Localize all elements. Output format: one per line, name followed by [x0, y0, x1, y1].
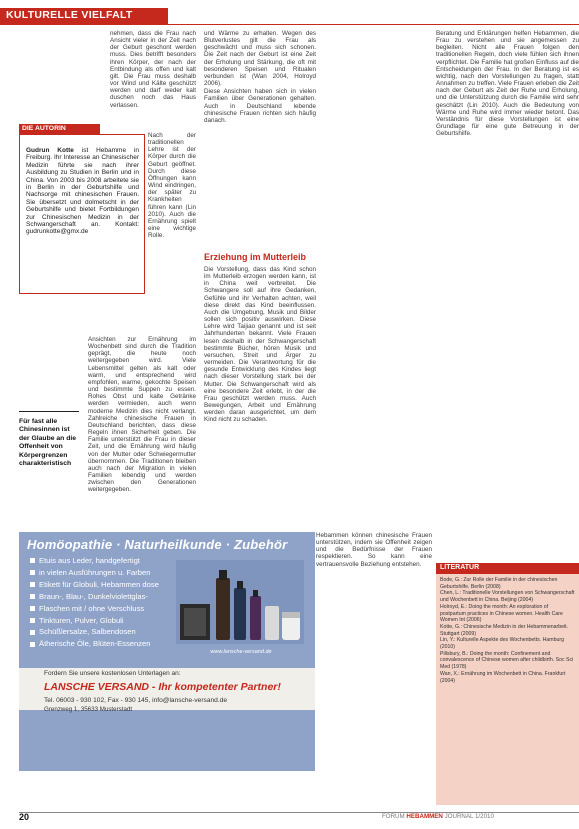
- ad-product-list: [30, 555, 170, 650]
- ad-product-image: [176, 560, 304, 644]
- author-box: [19, 134, 145, 294]
- column1-mid-text: Nach der traditionellen Lehre ist der Körper durch die Geburt geöffnet. Durch diese Öffnungen kann Wind eindringen, der später zu Krankheiten führen kann (Lin 2010). Auch die Ernährung spielt eine wichtige Rolle.: [148, 132, 196, 240]
- literature-entry: Lin, Y.: Kulturelle Aspekte des Wochenbetts. Hamburg (2010): [440, 637, 564, 651]
- ad-list-item: Braun-, Blau-, Dunkelviolettglas-: [30, 591, 170, 603]
- column3-text: Beratung und Erklärungen helfen Hebammen, die Frau zu verstehen und sie angemessen zu begleiten. Nicht alle Frauen folgen den traditionellen Regeln, doch viele fühlen sich ihnen verpflichtet. Die Familie hat großen Einfluss auf die Entscheidungen der Frau. In der Beratung ist es wichtig, nach den Vorstellungen zu fragen, statt Annahmen zu treffen. Viele Frauen erleben die Zeit nach der Geburt als Zeit der Ruhe und Erholung, und die Unterstützung durch die Familie wird sehr geschätzt (Lin 2010). Auch die Bedeutung von Wärme und Ruhe wird immer wieder betont. Das Verständnis für diese Vorstellungen ist eine Grundlage für eine gute Betreuung in der Geburtshilfe.: [436, 30, 579, 138]
- bullet-icon: [30, 630, 35, 635]
- ad-title: Homöopathie · Naturheilkunde · Zubehör: [27, 537, 288, 552]
- column1-bottom-text: Ansichten zur Ernährung im Wochenbett sind durch die Tradition geprägt, die heute noch weitergegeben wird. Viele Lebensmittel gelten als kalt oder warm, und entsprechend wird empfohlen, warme, gekochte Speisen und bestimmte Suppen zu essen. Rohes Obst und kalte Getränke werden vermieden, auch wenn moderne Medizin dies nicht verlangt. Zahlreiche chinesische Frauen in Deutschland berichten, dass diese Regeln ihnen Sicherheit geben. Die Familie unterstützt die Frau in dieser Zeit, und die Ernährung wird häufig von der Mutter oder Schwiegermutter übernommen. Die Traditionen bleiben auch nach der Migration in vielen Familien lebendig und werden zwischen den Generationen weitergegeben.: [88, 336, 196, 494]
- jar-icon: [265, 606, 279, 640]
- magazine-footer: FORUM HEBAMMEN JOURNAL 1/2010: [382, 813, 494, 820]
- ad-list-item: Schüßlersalze, Salbendosen: [30, 626, 170, 638]
- literature-entry: Wan, X.: Ernährung im Wochenbett in China. Frankfurt (2004): [440, 670, 566, 684]
- header-rule: [168, 24, 579, 25]
- author-name: Gudrun Kotte: [26, 147, 74, 154]
- literature-entry: Kotte, G.: Chinesische Medizin in der Hebammenarbeit. Stuttgart (2009): [440, 623, 569, 637]
- bullet-icon: [30, 594, 35, 599]
- literature-entry: Bode, G.: Zur Rolle der Familie in der chinesischen Geburtshilfe. Berlin (2008): [440, 577, 558, 590]
- bullet-icon: [30, 582, 35, 587]
- bullet-icon: [30, 570, 35, 575]
- bullet-icon: [30, 642, 35, 647]
- bullet-icon: [30, 618, 35, 623]
- quote-rule: [19, 411, 79, 412]
- ad-request-text: Fordern Sie unsere kostenlosen Unterlagen an:: [44, 670, 181, 677]
- ad-bottom-band: [19, 713, 315, 771]
- pull-quote: Für fast alle Chinesinnen ist der Glaube an die Offenheit von Körpergrenzen charakteristisch: [19, 418, 77, 468]
- literature-entry: Pillsbury, B.: Doing the month: Confinement and convalescence of Chinese women after childbirth. Soc Sci Med (1978): [440, 650, 574, 671]
- ad-list-item: Etuis aus Leder, handgefertigt: [30, 555, 170, 567]
- column2-top-text: und Wärme zu erhalten. Wegen des Blutverlustes gilt die Frau als geschwächt und muss sich schonen. Die Zeit nach der Geburt ist eine Zeit der Erholung und Stärkung, die oft mit besonderen Speisen und Ritualen verbunden ist (Wan 2004, Holroyd 2006). Diese Ansichten haben sich in vielen Familien über Generationen gehalten. Auch in Deutschland lebende chinesische Frauen richten sich häufig danach.: [204, 30, 316, 124]
- ad-list-item: Flaschen mit / ohne Verschluss: [30, 603, 170, 615]
- literature-label: LITERATUR: [440, 564, 480, 571]
- ad-address: Grenzweg 1, 35633 Musterstadt: [44, 706, 133, 713]
- footer-rule: [19, 812, 579, 813]
- ad-list-item: Etikett für Globuli, Hebammen dose: [30, 579, 170, 591]
- ad-website[interactable]: www.lansche-versand.de: [210, 649, 272, 655]
- column2-lower-text: Hebammen können chinesische Frauen unterstützen, indem sie Offenheit zeigen und die Bedürfnisse der Frauen respektieren. So kann eine vertrauensvolle Beziehung entstehen.: [316, 532, 432, 568]
- author-bio: ist Hebamme in Freiburg. Ihr Interesse an Chinesischer Medizin führte sie nach ihrer Ausbildung zu Studien in Berlin und in China. Von 2003 bis 2008 arbeitete sie in Berlin in der Geburtshilfe und Nachsorge mit chinesischen Frauen. Sie übersetzt und dolmetscht in der Geburtshilfe und bietet Fortbildungen zur Chinesischen Medizin in der Schwangerschaft an. Kontakt: gudrunkotte@gmx.de: [26, 147, 139, 236]
- page-number: 20: [19, 812, 30, 822]
- ad-list-item: in vielen Ausführungen u. Farben: [30, 567, 170, 579]
- ad-slogan: - Ihr kompetenter Partner!: [149, 681, 281, 693]
- magazine-name: HEBAMMEN: [406, 813, 443, 820]
- ad-contact-line: Tel. 06003 - 930 102, Fax - 930 145, info@lansche-versand.de: [44, 697, 228, 704]
- column2-bottom-text: Die Vorstellung, dass das Kind schon im Mutterleib erzogen werden kann, ist in China weit verbreitet. Die Schwangere soll auf ihre Gedanken, Gefühle und ihr Verhalten achten, weil diese direkt das Kind beeinflussen. Auch die Umgebung, Musik und Bilder sollen sich positiv auswirken. Diese Lehre wird Taijiao genannt und ist seit Jahrhunderten bekannt. Viele Frauen lesen deshalb in der Schwangerschaft bestimmte Bücher, hören Musik und versuchen, Streit und Ärger zu vermeiden. Die Verantwortung für die gesunde Entwicklung des Kindes liegt nach dieser Vorstellung stark bei der Mutter. Die Schwangerschaft wird als eine besondere Zeit erlebt, in der die Frau geschützt werden muss. Auch Bewegungen, Arbeit und Ernährung werden daran ausgerichtet, um dem Kind nicht zu schaden.: [204, 266, 316, 424]
- literature-entry: Chen, L.: Traditionelle Vorstellungen von Schwangerschaft und Wochenbett in China. Beijing (2004): [440, 590, 575, 604]
- literature-box: [436, 574, 579, 805]
- bullet-icon: [30, 606, 35, 611]
- bottle-icon: [250, 596, 261, 640]
- author-label: DIE AUTORIN: [22, 125, 66, 132]
- column1-top-text: nehmen, dass die Frau nach Ansicht vieler in der Zeit nach der Geburt geschont werden muss. Dies betrifft besonders ihren Körper, der nach der Entbindung als offen und kalt gilt. Die Frau muss deshalb vor Wind und Kälte geschützt werden und darf weder kalt duschen noch das Haus verlassen.: [110, 30, 196, 109]
- subheading-erziehung: Erziehung im Mutterleib: [204, 252, 307, 262]
- section-title: KULTURELLE VIELFALT: [6, 9, 133, 21]
- bottle-icon: [216, 578, 230, 640]
- literature-entry: Holroyd, E.: Doing the month: An exploration of postpartum practices in Chinese women. Health Care Women Int (2006): [440, 603, 563, 624]
- bullet-icon: [30, 558, 35, 563]
- ad-list-item: Tinkturen, Pulver, Globuli: [30, 615, 170, 627]
- ad-list-item: Ätherische Öle, Blüten-Essenzen: [30, 638, 170, 650]
- ad-company-name: LANSCHE VERSAND - Ihr kompetenter Partner!: [44, 681, 281, 693]
- bottle-icon: [234, 588, 246, 640]
